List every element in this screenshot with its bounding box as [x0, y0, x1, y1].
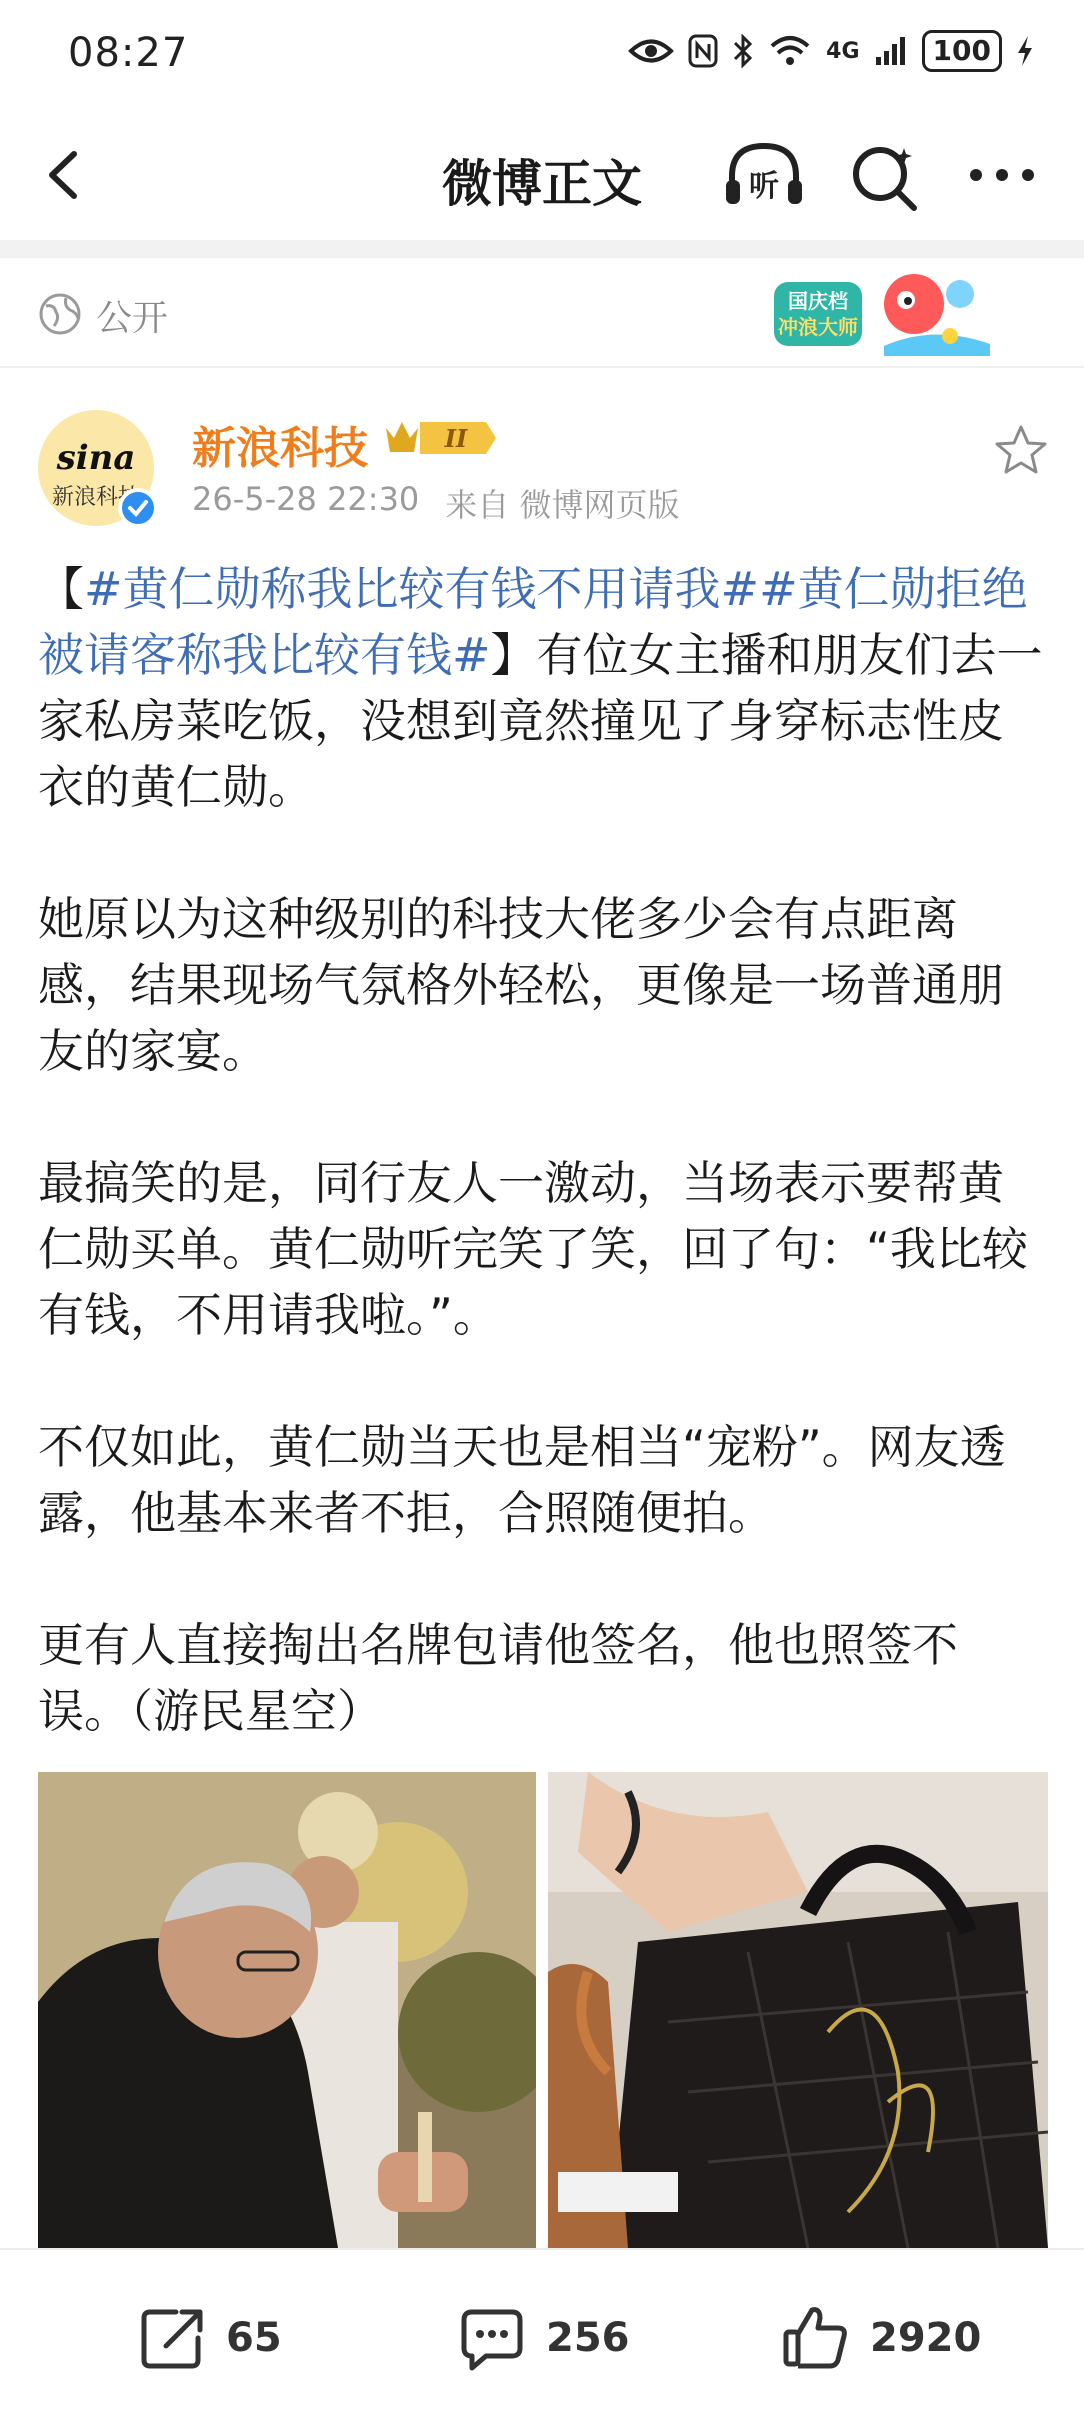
post-body: [38, 556, 1048, 1744]
promo-banner[interactable]: [764, 264, 1004, 364]
repost-button[interactable]: [136, 2302, 282, 2374]
promo-text-2: 冲浪大师: [778, 315, 858, 339]
promo-text-1: 国庆档: [788, 289, 848, 313]
search-icon[interactable]: [846, 138, 922, 214]
post-image-1[interactable]: [38, 1772, 536, 2248]
globe-icon: [38, 292, 82, 336]
bottom-action-bar: [0, 2248, 1084, 2412]
wifi-icon: [768, 34, 812, 68]
hashtag-link[interactable]: #黄仁勋称我比较有钱不用请我#: [84, 562, 760, 616]
repost-icon: [136, 2302, 208, 2374]
rank-label: II: [444, 424, 468, 453]
post-paragraph: [38, 556, 1048, 820]
comment-button[interactable]: [456, 2302, 630, 2374]
page-title: 微博正文: [442, 155, 642, 213]
repost-count: 65: [226, 2315, 282, 2361]
visibility-label: 公开: [96, 298, 169, 339]
post-image-2[interactable]: [548, 1772, 1048, 2248]
avatar-logo: sina: [56, 438, 136, 478]
nav-bar: [0, 110, 1084, 240]
more-icon[interactable]: [962, 150, 1042, 200]
post-meta: [192, 480, 679, 526]
status-icons: [628, 30, 1034, 72]
post-paragraph: 不仅如此，黄仁勋当天也是相当“宠粉”。网友透露，他基本来者不拒，合照随便拍。: [38, 1420, 1006, 1540]
post-paragraph: 她原以为这种级别的科技大佬多少会有点距离感，结果现场气氛格外轻松，更像是一场普通朋友的家宴。: [38, 892, 1004, 1078]
post-source: 来自 微博网页版: [445, 486, 680, 524]
post-timestamp: 26-5-28 22:30: [192, 480, 420, 518]
post-paragraph: 更有人直接掏出名牌包请他签名，他也照签不误。（游民星空）: [38, 1618, 958, 1738]
bracket-open: 【: [38, 562, 84, 616]
comment-count: 256: [546, 2315, 630, 2361]
battery-indicator: 100: [922, 30, 1002, 72]
author-name[interactable]: 新浪科技: [192, 423, 368, 474]
comment-icon: [456, 2302, 528, 2374]
visibility-row: [0, 258, 1084, 368]
network-label: 4G: [826, 38, 860, 64]
listen-icon[interactable]: [722, 138, 806, 212]
rank-badge: [382, 414, 500, 462]
post-lead: 有位女主播和朋友们去一家私房菜吃饭，没想到竟然撞见了身穿标志性皮衣的黄仁勋。: [38, 628, 1043, 814]
status-bar: [0, 0, 1084, 110]
charging-icon: [1016, 34, 1034, 68]
signal-icon: [874, 35, 908, 67]
star-icon[interactable]: [992, 422, 1050, 480]
like-button[interactable]: [780, 2302, 981, 2374]
section-divider: [0, 240, 1084, 258]
hashtag-link[interactable]: #黄仁勋拒绝被请客称我比较有钱#: [38, 562, 1028, 682]
eye-icon: [628, 36, 674, 66]
listen-label: 听: [749, 169, 779, 204]
status-time: 08:27: [68, 30, 189, 76]
like-count: 2920: [870, 2315, 982, 2361]
bluetooth-icon: [732, 34, 754, 68]
thumbs-up-icon: [780, 2302, 852, 2374]
nfc-icon: [688, 34, 718, 68]
post-paragraph: 最搞笑的是，同行友人一激动，当场表示要帮黄仁勋买单。黄仁勋听完笑了笑，回了句：“我比较有钱，不用请我啦。”。: [38, 1156, 1028, 1342]
bracket-close: 】: [490, 628, 537, 682]
avatar-subtitle: 新浪科技: [51, 485, 140, 510]
verified-icon: [118, 488, 158, 528]
